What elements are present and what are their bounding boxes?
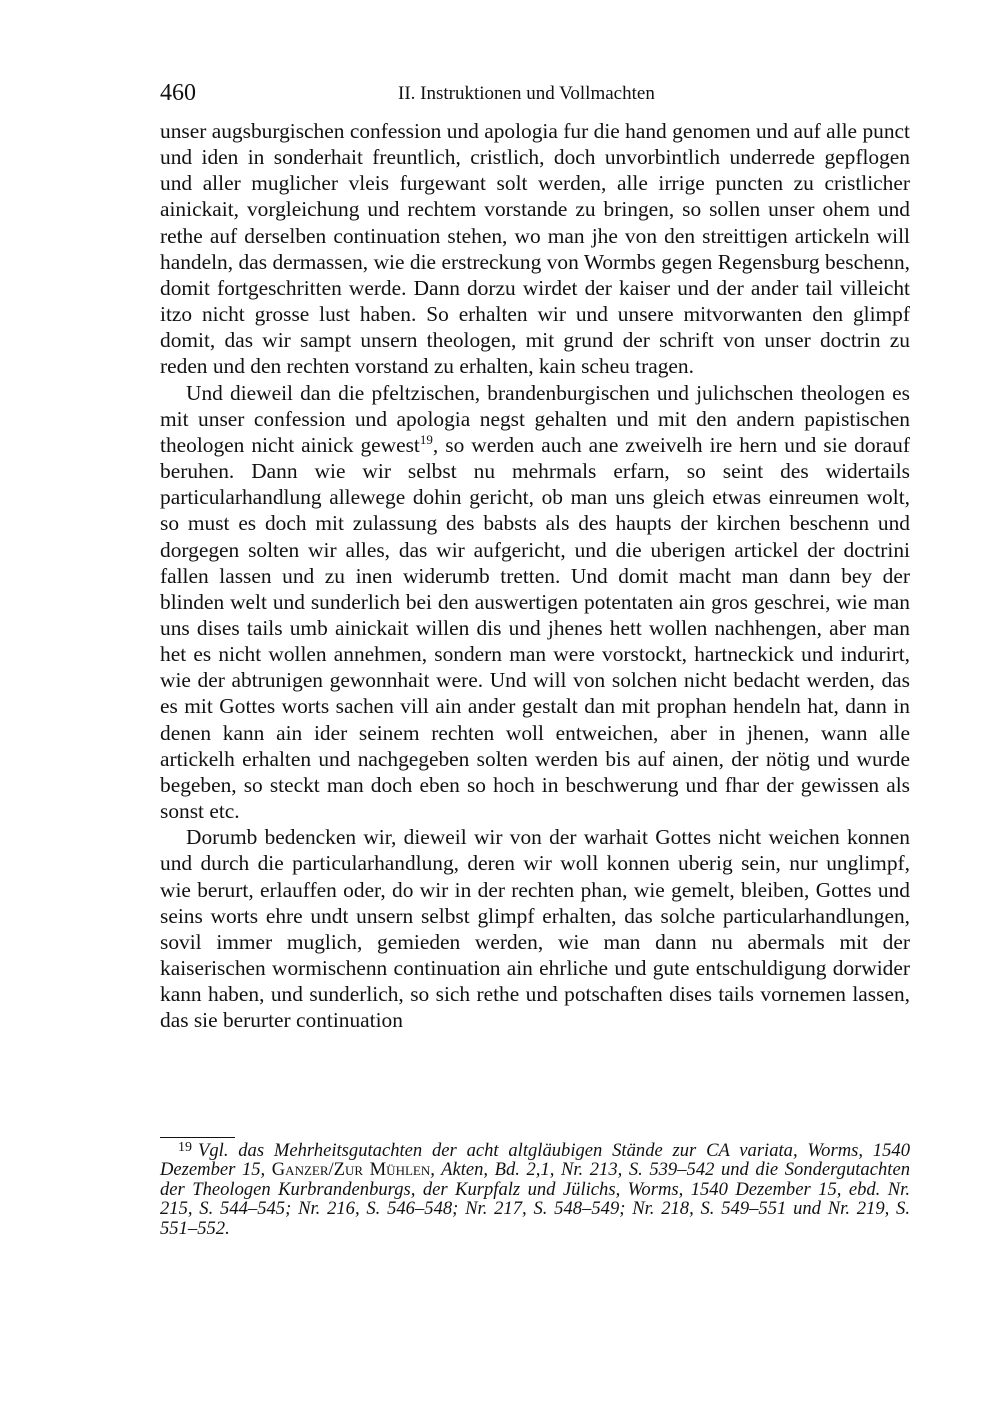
footnote-reference: 19 [419, 431, 433, 447]
footnote-divider [160, 1137, 235, 1138]
paragraph-1: unser augsburgischen confession und apologia fur die hand genomen und auf alle punct und iden in sonderhait freuntlich, cristlich, doch unvorbintlich underrede gepflogen und aller muglicher vleis furgewant solt werden, alle irrige puncten zu cristlicher ainickait, vorgleichung und rechtem vorstande zu bringen, so sollen unser ohem und rethe auf derselben continuation stehen, wo man jhe von den streittigen artickeln will handeln, das dermassen, wie die erstreckung von Wormbs gegen Regensburg beschenn, domit fortgeschritten werde. Dann dorzu wirdet der kaiser und der ander tail villeicht itzo nicht grosse lust haben. So erhalten wir und unsere mitvorwanten den glimpf domit, das wir sampt unsern theologen, mit grund der schrift von unser doctrin zu reden und den rechten vorstand zu erhalten, kain scheu tragen. [160, 119, 910, 379]
running-head: II. Instruktionen und Vollmachten [398, 83, 655, 104]
paragraph-2-text-b: , so werden auch ane zweivelh ire hern und sie dorauf beruhen. Dann wie wir selbst nu mehrmals erfarn, so seint des widertails particularhandlung allewege dohin gericht, ob man uns gleich etwas einreumen wolt, so must es doch mit zulassung des babsts als des haupts der kirchen beschenn und dorgegen solten wir alles, das wir aufgericht, und die uberigen artickel der doctrini fallen lassen und zu inen widerumb tretten. Und domit macht man dann bey der blinden welt und sunderlich bei den auswertigen potentaten ain gros geschrei, wie man uns dises tails umb ainickait willen dis und jhenes hett wollen nachhengen, aber man het es nicht wollen annehmen, sondern man were vorstockt, hartneckick und indurirt, wie der abtrunigen gewonnhait were. Und will von solchen nicht bedacht werden, das es mit Gottes worts sachen vill ain ander gestalt dan mit prophan hendeln hat, dann in denen kann ain ider seinem rechten woll entweichen, aber in jhenen, wann alle artickelh erhalten und nachgegeben solten werden bis auf ainen, der nötig und wurde begeben, so steckt man doch eben so hoch in beschwerung und fhar der gewissen als sonst etc. [160, 432, 910, 824]
footnote-authors: Ganzer/Zur Mühlen [271, 1159, 431, 1181]
footnote-text-a: Vgl. das Mehrheitsgutachten der acht altgläubigen Stände zur CA variata, Worms, 1540 Dezember 15, [160, 1140, 910, 1181]
paragraph-2 [160, 380, 910, 825]
body-text [160, 118, 910, 1033]
footnote-number: 19 [178, 1140, 192, 1155]
paragraph-2-text-a: Und dieweil dan die pfeltzischen, brandenburgischen und julichschen theologen es mit unser confession und apologia negst gehalten und mit den andern papistischen theologen nicht ainick gewest [160, 380, 910, 457]
footnote-text-b: , Akten, Bd. 2,1, Nr. 213, S. 539–542 und die Sondergutachten der Theologen Kurbrandenburgs, der Kurpfalz und Jülichs, Worms, 1540 Dezember 15, ebd. Nr. 215, S. 544–545; Nr. 216, S. 546–548; Nr. 217, S. 548–549; Nr. 218, S. 549–551 und Nr. 219, S. 551–552. [160, 1159, 910, 1239]
footnote [160, 1141, 910, 1238]
paragraph-3: Dorumb bedencken wir, dieweil wir von der warhait Gottes nicht weichen konnen und durch die particularhandlung, deren wir woll konnen uberig sein, nur unglimpf, wie berurt, erlauffen oder, do wir in der rechten phan, wie gemelt, bleiben, Gottes und seins worts ehre undt unsern selbst glimpf erhalten, das solche particularhandlungen, sovil immer muglich, gemieden werden, wie man dann nu abermals mit der kaiserischen wormischenn continuation ain ehrliche und gute entschuldigung dorwider kann haben, und sunderlich, so sich rethe und potschaften dises tails vornemen lassen, das sie berurter continuation [160, 825, 910, 1033]
page-number: 460 [160, 80, 196, 106]
